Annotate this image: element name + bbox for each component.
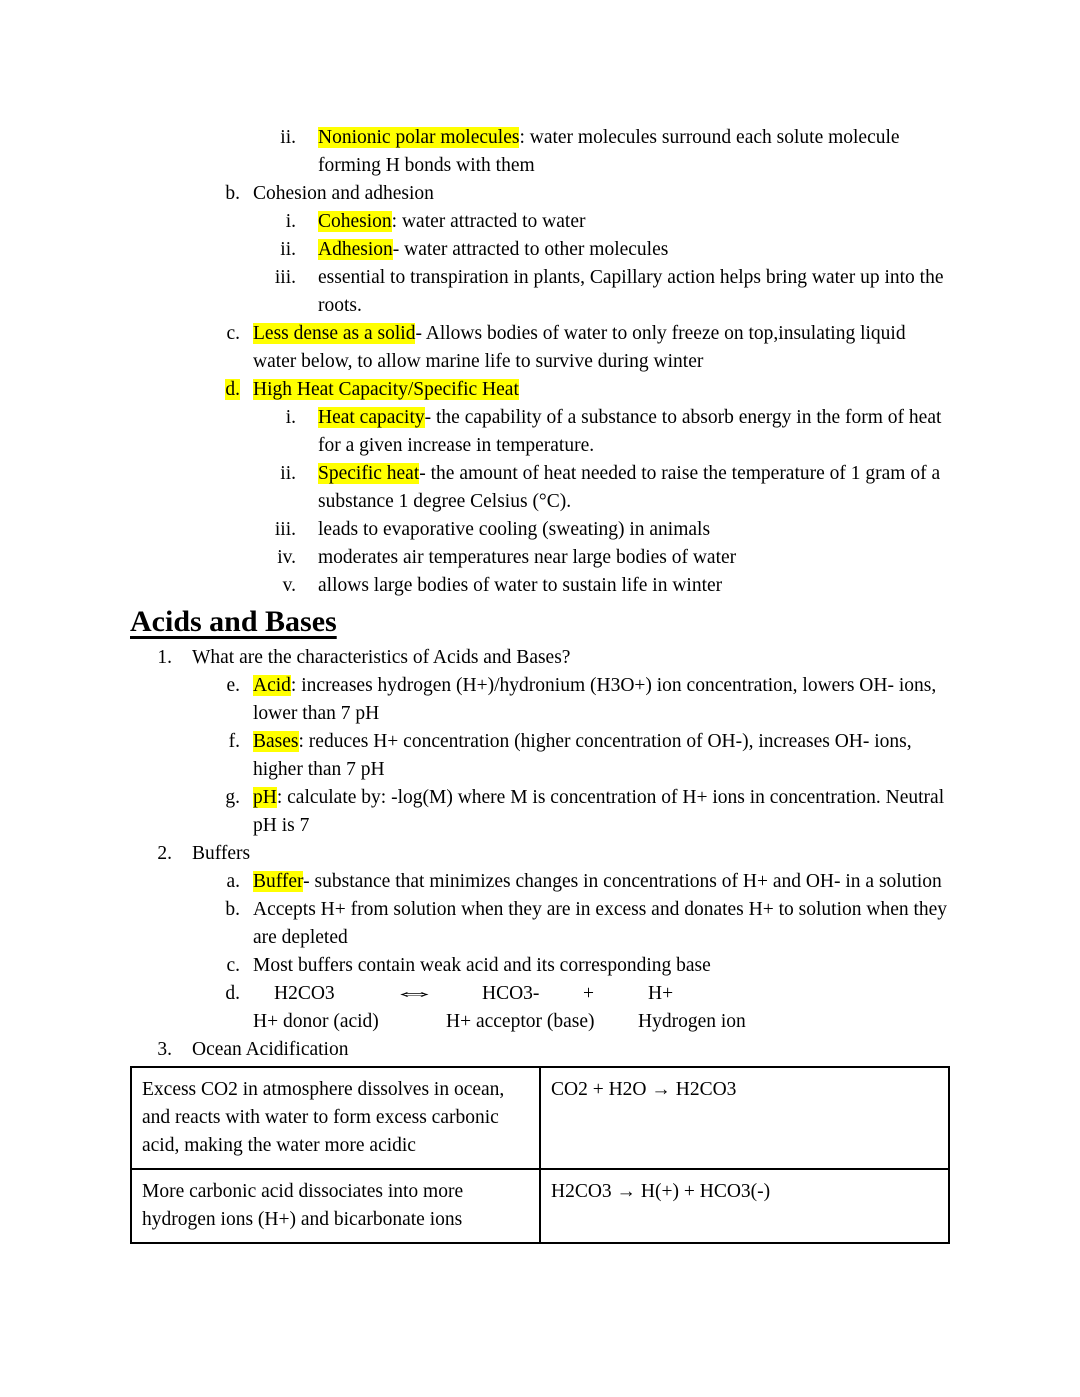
list-marker: c. (226, 955, 240, 976)
list-text (253, 868, 950, 896)
list-text (318, 236, 950, 264)
body-text: leads to evaporative cooling (sweating) in animals (318, 519, 711, 540)
body-text: - water attracted to other molecules (392, 239, 669, 260)
table-row (131, 1067, 949, 1169)
list-text (192, 1036, 950, 1064)
equation-term-hco3: HCO3- (482, 983, 540, 1004)
list-item-moderates-temperatures (130, 544, 950, 572)
list-marker: iii. (274, 267, 296, 288)
highlighted-text: Nonionic polar molecules (318, 127, 520, 148)
table-cell-equation: H2CO3 → H(+) + HCO3(-) (540, 1169, 949, 1243)
list-marker: b. (225, 899, 240, 920)
body-text: : increases hydrogen (H+)/hydronium (H3O+) ion concentration, lowers OH- ions, lower than 7 pH (253, 675, 937, 724)
list-item-less-dense (130, 320, 950, 376)
highlighted-text: High Heat Capacity/Specific Heat (253, 379, 519, 400)
list-marker: c. (226, 323, 240, 344)
body-text: allows large bodies of water to sustain life in winter (318, 575, 723, 596)
list-item-ocean-acidification (130, 1036, 950, 1064)
list-marker: f. (228, 731, 240, 752)
list-text (253, 728, 950, 784)
list-text (253, 896, 950, 952)
list-text (318, 460, 950, 516)
list-marker: d. (225, 983, 240, 1004)
body-text: : reduces H+ concentration (higher concentration of OH-), increases OH- ions, higher than 7 pH (253, 731, 912, 780)
body-text: - Allows bodies of water to only freeze on top,insulating liquid water below, to allow marine life to survive during winter (253, 323, 906, 372)
body-text: - the amount of heat needed to raise the temperature of 1 gram of a substance 1 degree Celsius (°C). (318, 463, 941, 512)
list-text (253, 784, 950, 840)
table-row (131, 1169, 949, 1243)
highlighted-text: Less dense as a solid (253, 323, 416, 344)
list-marker (130, 376, 240, 404)
list-marker: iv. (277, 547, 296, 568)
list-item-sustain-life (130, 572, 950, 600)
highlighted-text: Acid (253, 675, 291, 696)
body-text: Accepts H+ from solution when they are in excess and donates H+ to solution when they are depleted (253, 899, 948, 948)
list-item-nonionic (130, 124, 950, 180)
list-item-cohesion-adhesion (130, 180, 950, 208)
list-marker: i. (285, 211, 296, 232)
list-text (253, 376, 950, 404)
list-item-buffer-definition (130, 868, 950, 896)
list-marker: b. (225, 183, 240, 204)
equation-term-h: H+ (648, 983, 674, 1004)
list-text (253, 672, 950, 728)
body-text: : water molecules surround each solute molecule forming H bonds with them (318, 127, 900, 176)
equation-term-h2co3: H2CO3 (274, 983, 335, 1004)
ocean-acidification-table (130, 1066, 950, 1244)
body-text: - substance that minimizes changes in concentrations of H+ and OH- in a solution (303, 871, 942, 892)
list-item-bases (130, 728, 950, 784)
list-text (318, 404, 950, 460)
list-text (192, 840, 950, 868)
body-text: Ocean Acidification (192, 1039, 349, 1060)
list-item-transpiration (130, 264, 950, 320)
body-text: Buffers (192, 843, 251, 864)
list-text (318, 124, 950, 180)
table-cell-equation: CO2 + H2O → H2CO3 (540, 1067, 949, 1169)
highlighted-marker: d. (225, 379, 240, 400)
list-text (318, 544, 950, 572)
body-text: moderates air temperatures near large bodies of water (318, 547, 737, 568)
list-marker: ii. (280, 463, 296, 484)
list-text (253, 180, 950, 208)
double-arrow-icon: ⇔ (391, 983, 438, 1004)
table-cell-description: More carbonic acid dissociates into more hydrogen ions (H+) and bicarbonate ions (131, 1169, 540, 1243)
list-text (192, 644, 950, 672)
list-item-characteristics-question (130, 644, 950, 672)
highlighted-text: Adhesion (318, 239, 393, 260)
list-marker: iii. (274, 519, 296, 540)
list-item-accepts-h (130, 896, 950, 952)
list-item-heat-capacity-header (130, 376, 950, 404)
highlighted-text: Heat capacity (318, 407, 425, 428)
list-item-buffers (130, 840, 950, 868)
list-item-equilibrium-equation (130, 980, 950, 1036)
highlighted-text: Buffer (253, 871, 304, 892)
label-hydrogen-ion: Hydrogen ion (638, 1011, 746, 1032)
list-item-cohesion (130, 208, 950, 236)
list-item-adhesion (130, 236, 950, 264)
highlighted-text: Specific heat (318, 463, 420, 484)
section-heading: Acids and Bases (130, 605, 337, 638)
body-text: : calculate by: -log(M) where M is concentration of H+ ions in concentration. Neutral pH is 7 (253, 787, 945, 836)
list-marker: a. (226, 871, 240, 892)
list-marker: 2. (157, 843, 172, 864)
list-marker: i. (285, 407, 296, 428)
list-marker: v. (282, 575, 296, 596)
list-text (318, 516, 950, 544)
list-marker: g. (225, 787, 240, 808)
highlighted-text: Cohesion (318, 211, 392, 232)
list-text (318, 208, 950, 236)
list-text (318, 264, 950, 320)
list-text (253, 952, 950, 980)
list-marker: 3. (157, 1039, 172, 1060)
list-item-weak-acid (130, 952, 950, 980)
list-marker: 1. (157, 647, 172, 668)
list-item-acid (130, 672, 950, 728)
body-text: Cohesion and adhesion (253, 183, 434, 204)
body-text: Most buffers contain weak acid and its corresponding base (253, 955, 711, 976)
highlighted-text: pH (253, 787, 277, 808)
list-item-heat-capacity (130, 404, 950, 460)
list-item-ph (130, 784, 950, 840)
equation-plus: + (583, 983, 594, 1004)
label-h-donor: H+ donor (acid) (253, 1011, 379, 1032)
label-h-acceptor: H+ acceptor (base) (446, 1011, 595, 1032)
list-marker: e. (226, 675, 240, 696)
list-item-evaporative-cooling (130, 516, 950, 544)
body-text: What are the characteristics of Acids and Bases? (192, 647, 571, 668)
list-text (253, 320, 950, 376)
list-marker: ii. (280, 239, 296, 260)
equation-block (253, 980, 950, 1036)
list-text (318, 572, 950, 600)
body-text: - the capability of a substance to absorb energy in the form of heat for a given increase in temperature. (318, 407, 942, 456)
list-item-specific-heat (130, 460, 950, 516)
body-text: : water attracted to water (391, 211, 586, 232)
table-cell-description: Excess CO2 in atmosphere dissolves in ocean, and reacts with water to form excess carbonic acid, making the water more acidic (131, 1067, 540, 1169)
highlighted-text: Bases (253, 731, 299, 752)
list-marker: ii. (280, 127, 296, 148)
body-text: essential to transpiration in plants, Capillary action helps bring water up into the roots. (318, 267, 944, 316)
